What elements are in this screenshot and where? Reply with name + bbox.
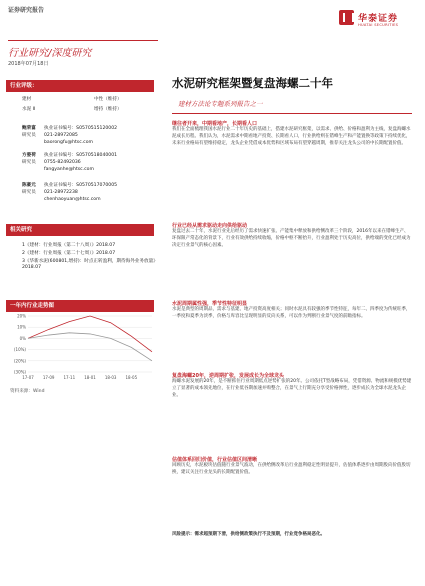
analyst-license: 执业证书编号：S0570515120002 (44, 126, 118, 131)
section-heading: 行业已经从需求驱动走向供给驱动 (172, 223, 248, 229)
rating-name: 水泥 II (22, 107, 36, 112)
rating-row (22, 97, 152, 103)
section-body: 我们在全面梳理我国水泥行业二十年历史的基础上，搭建水泥研究框架，以需求、供给、价格和盈利为主线，复盘海螺水泥成长历程。我们认为，水泥需求中期看地产投资、长期看人口，行业供给则在错峰生产和产能置换等政策下持续优化，未来行业格局有望维持稳定，龙头企业凭借成本优势和区域布局有望穿越周期，推荐关注龙头公司的中长期配置价值。 (172, 127, 411, 146)
section-body: 海螺水泥发展的20年，是不断抓住行业周期低点逆势扩张的20年。公司依托T型战略布局，凭借资源、物流和规模优势建立了显著的成本领先地位，在行业低谷期加速并购整合，在景气上行期充分享受价格弹性，逐步成长为全球水泥龙头企业。 (172, 379, 412, 398)
title-rule (172, 113, 412, 114)
y-tick-label: (10%) (13, 347, 26, 353)
report-label: 证券研究报告 (8, 7, 45, 14)
main-subtitle: 建材方法论专题系列报告之一 (178, 100, 263, 108)
analyst-name: 陈豪元 (22, 183, 36, 188)
analyst-phone: 021-28972085 (44, 133, 78, 138)
rating-grade: 中性（维持） (94, 97, 122, 102)
y-tick-label: 10% (17, 324, 26, 330)
analyst-email[interactable]: baorongfu@htsc.com (44, 140, 93, 145)
related-item[interactable]: 1《建材：行业周报（第二十八周）》2018.07 (22, 243, 116, 248)
analyst-email[interactable]: chenhaoyuan@htsc.com (44, 197, 101, 202)
related-item[interactable]: 3《华新水泥(600801,增持)：时点正转盈利，期待海外业务放量》2018.07 (22, 259, 156, 271)
main-title: 水泥研究框架暨复盘海螺二十年 (172, 76, 333, 90)
section-block (172, 456, 412, 477)
risk-warning: 风险提示：需求超预期下滑，供给侧政策执行不及预期，行业竞争格局恶化。 (172, 532, 325, 537)
section-heading: 水泥周期属性强，季节性特征明显 (172, 301, 248, 307)
report-category: 行业研究/深度研究 (8, 48, 92, 59)
report-date: 2018年07月18日 (8, 61, 49, 67)
related-section-header: 相关研究 (6, 224, 154, 236)
section-body: 复盘过去二十年，水泥行业先后经历了需求快速扩张、产能集中释放和供给侧改革三个阶段，2016年以来在错峰生产、环保限产常态化的背景下，行业有效供给持续收缩，价格中枢不断抬升，行业盈利处于历史高位，供给端的变化已经成为决定行业景气的核心因素。 (172, 229, 411, 248)
x-tick-label: 18-01 (84, 375, 96, 380)
section-body: 水泥是典型的周期品，需求与基建、地产投资高度相关；同时水泥具有较强的季节性特征，每年二、四季度为传统旺季，一季度和夏季为淡季，价格与库容比呈现明显的反向关系，可以作为判断行业景气度的前瞻指标。 (172, 307, 411, 319)
x-tick-label: 17-09 (42, 375, 55, 380)
analyst-name: 方晏荷 (22, 153, 36, 158)
chart-section-header: 一年内行业走势图 (6, 300, 154, 312)
section-heading: 复盘海螺20年，逆周期扩张，发展成长为全球龙头 (172, 373, 284, 379)
rating-name: 建材 (22, 97, 32, 102)
series-line (28, 333, 152, 361)
header-rule (8, 40, 158, 41)
chart-source: 资料来源：Wind (10, 389, 45, 394)
y-tick-label: 20% (17, 313, 26, 319)
x-tick-label: 18-05 (125, 375, 138, 380)
analyst-phone: 0755-82492036 (44, 160, 81, 165)
logo-name-cn: 华泰证券 (358, 14, 399, 24)
y-tick-label: (20%) (13, 358, 26, 364)
x-tick-label: 17-11 (63, 375, 76, 380)
y-tick-label: (30%) (13, 369, 26, 375)
section-block (172, 372, 412, 399)
analyst-name: 鲍荣富 (22, 126, 36, 131)
analyst-phone: 021-28972238 (44, 190, 78, 195)
section-heading: 估值体系回归价值，行业估值区间清晰 (172, 457, 258, 463)
y-tick-label: 0% (19, 335, 26, 341)
section-body: 回顾历史，水泥板块估值随行业景气波动，在供给侧改革后行业盈利稳定性明显提升，估值体系逐步由周期股向价值股切换，建议关注行业龙头的长期配置价值。 (172, 463, 411, 475)
huatai-logo-icon (339, 10, 354, 25)
section-block (172, 120, 412, 147)
rating-section-header: 行业评级： (6, 80, 154, 92)
x-tick-label: 18-03 (104, 375, 117, 380)
analyst-license: 执业证书编号：S0570518040001 (44, 153, 118, 158)
x-tick-label: 17-07 (22, 375, 34, 380)
analyst-role: 研究员 (22, 133, 36, 138)
analyst-license: 执业证书编号：S0570517070005 (44, 183, 118, 188)
analyst-role: 研究员 (22, 160, 36, 165)
section-heading: 继往者开来，中期看地产，长期看人口 (172, 121, 258, 127)
related-item[interactable]: 2《建材：行业周报（第二十七周）》2018.07 (22, 251, 116, 256)
logo-name-en: HUATAI SECURITIES (358, 23, 399, 27)
section-block (172, 222, 412, 249)
rating-row (22, 107, 152, 113)
trend-chart (6, 312, 156, 384)
analyst-email[interactable]: fangyanhe@htsc.com (44, 167, 94, 172)
analyst-role: 研究员 (22, 190, 36, 195)
rating-grade: 增持（维持） (94, 107, 122, 112)
section-block (172, 300, 412, 321)
